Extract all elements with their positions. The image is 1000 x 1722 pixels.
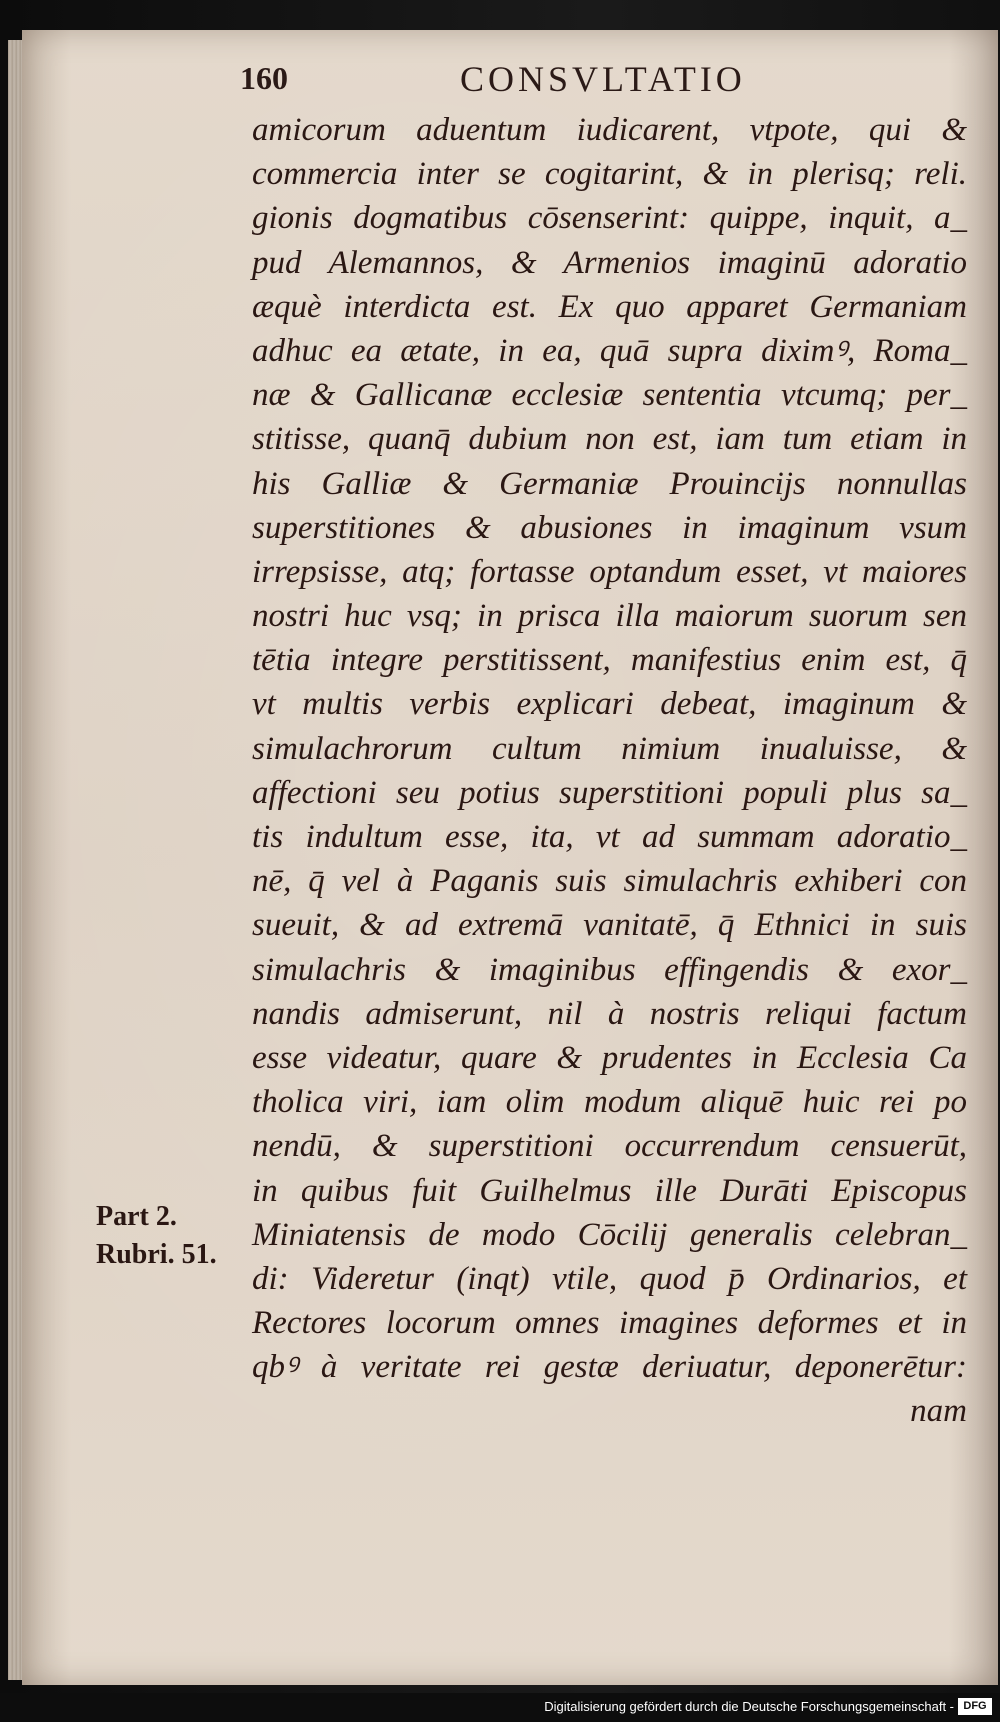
text-line: amicorum aduentum iudicarent, vtpote, qui & xyxy=(252,112,967,148)
dfg-logo-icon: DFG xyxy=(958,1698,992,1715)
text-line: æquè interdicta est. Ex quo apparet Germaniam xyxy=(252,288,967,325)
text-line: tis indultum esse, ita, vt ad summam adoratio_ xyxy=(252,819,967,855)
marginal-note-line: Part 2. xyxy=(96,1201,177,1232)
text-line: næ & Gallicanæ ecclesiæ sententia vtcumq; per_ xyxy=(252,377,967,414)
marginal-note xyxy=(96,1198,236,1274)
text-line: pud Alemannos, & Armenios imaginū adoratio xyxy=(252,244,967,281)
text-line: vt multis verbis explicari debeat, imaginum & xyxy=(252,686,967,723)
text-line: simulachris & imaginibus effingendis & exor_ xyxy=(252,951,967,988)
text-line: esse videatur, quare & prudentes in Ecclesia Ca xyxy=(252,1039,967,1076)
text-line: nostri huc vsq; in prisca illa maiorum suorum sen xyxy=(252,598,967,635)
text-line: Miniatensis de modo Cōcilij generalis celebran_ xyxy=(252,1216,967,1253)
body-text xyxy=(252,108,967,1434)
text-line: Rectores locorum omnes imagines deformes et in xyxy=(252,1305,967,1342)
text-line: tholica viri, iam olim modum aliquē huic rei po xyxy=(252,1084,967,1121)
text-line: nendū, & superstitioni occurrendum censuerūt, xyxy=(252,1128,967,1165)
text-line: gionis dogmatibus cōsenserint: quippe, inquit, a_ xyxy=(252,200,967,237)
text-line: nandis admiserunt, nil à nostris reliqui factum xyxy=(252,995,967,1032)
text-line: qbꝰ à veritate rei gestæ deriuatur, deponerētur: xyxy=(252,1349,967,1386)
text-line: his Galliæ & Germaniæ Prouincijs nonnullas xyxy=(252,465,967,502)
text-line: superstitiones & abusiones in imaginum vsum xyxy=(252,509,967,546)
text-line: adhuc ea ætate, in ea, quā supra diximꝰ, Roma_ xyxy=(252,332,967,369)
text-line: nē, q̄ vel à Paganis suis simulachris exhiberi con xyxy=(252,863,967,900)
text-line: di: Videretur (inqt) vtile, quod p̄ Ordinarios, et xyxy=(252,1260,967,1297)
marginal-note-line: Rubri. 51. xyxy=(96,1239,217,1270)
text-line: in quibus fuit Guilhelmus ille Durāti Episcopus xyxy=(252,1172,967,1209)
page-header xyxy=(240,52,970,112)
text-line: sueuit, & ad extremā vanitatē, q̄ Ethnici in suis xyxy=(252,907,967,944)
text-line: stitisse, quanq̄ dubium non est, iam tum etiam in xyxy=(252,421,967,458)
running-head: CONSVLTATIO xyxy=(460,59,746,99)
text-line: simulachrorum cultum nimium inualuisse, & xyxy=(252,730,967,767)
text-line: affectioni seu potius superstitioni populi plus sa_ xyxy=(252,774,967,811)
text-line: irrepsisse, atq; fortasse optandum esset, vt maiores xyxy=(252,553,967,590)
digitization-footer xyxy=(0,1693,1000,1722)
page-number: 160 xyxy=(240,60,288,96)
catchword: nam xyxy=(910,1393,967,1430)
text-line: commercia inter se cogitarint, & in plerisq; reli. xyxy=(252,156,967,193)
footer-credit: Digitalisierung gefördert durch die Deutsche Forschungsgemeinschaft - xyxy=(544,1699,954,1714)
text-line: tētia integre perstitissent, manifestius enim est, q̄ xyxy=(252,642,967,679)
